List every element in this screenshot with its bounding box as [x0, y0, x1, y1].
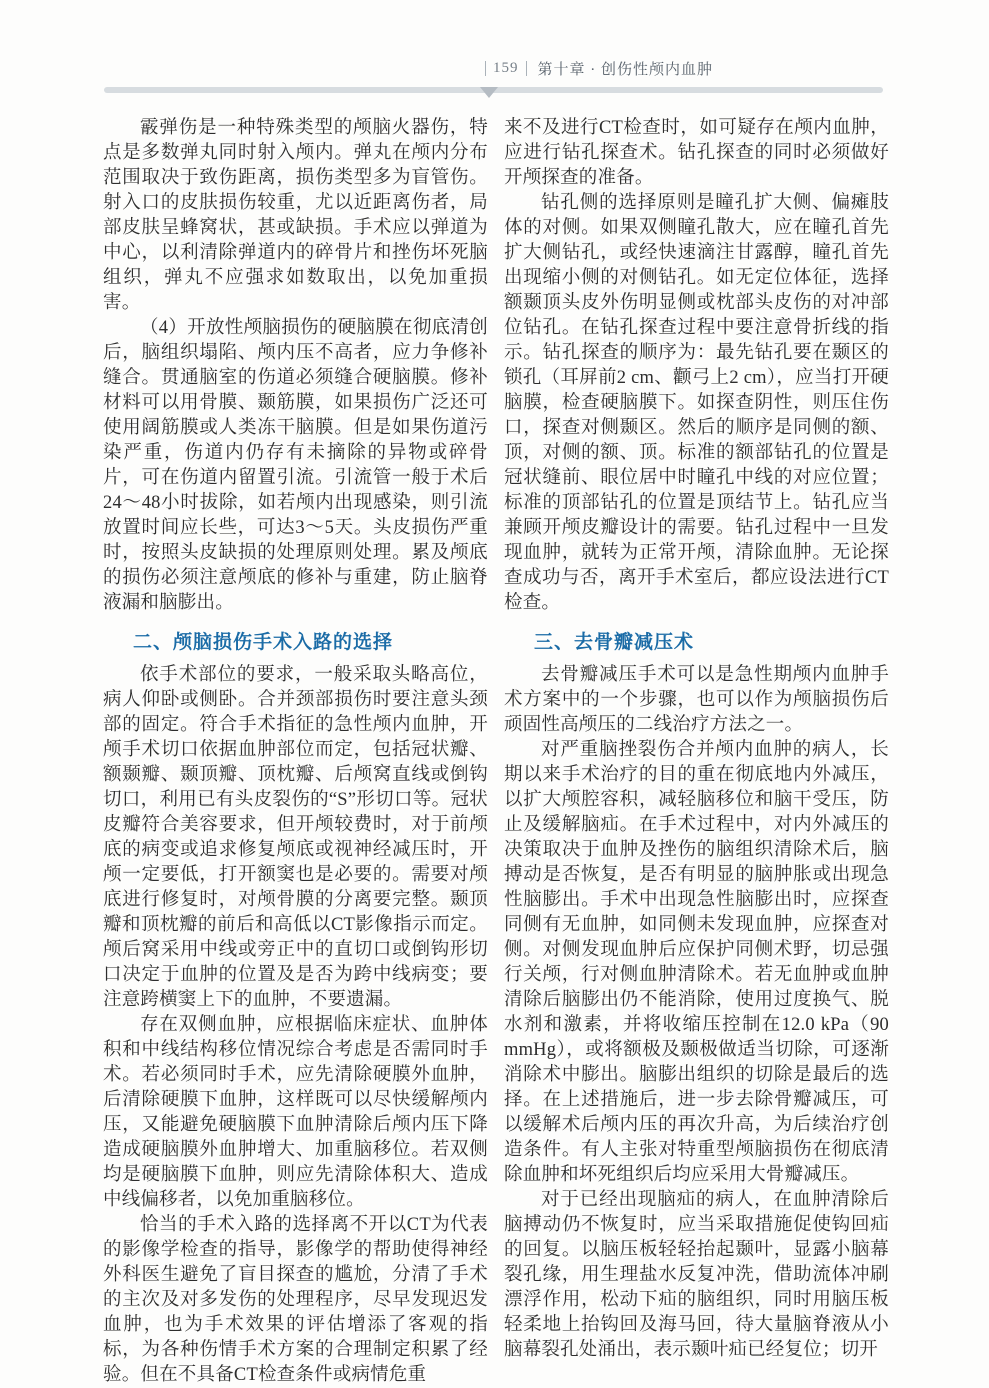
paragraph: 来不及进行CT检查时，如可疑存在颅内血肿，应进行钻孔探查术。钻孔探查的同时必须做好开颅探查的准备。	[504, 118, 889, 188]
chapter-title: 第十章 · 创伤性颅内血肿	[537, 62, 713, 78]
paragraph: 依手术部位的要求，一般采取头略高位，病人仰卧或侧卧。合并颈部损伤时要注意头颈部的固定。符合手术指征的急性颅内血肿，开颅手术切口依据血肿部位而定，包括冠状瓣、额颞瓣、颞顶瓣、顶枕瓣、后颅窝直线或倒钩切口，利用已有头皮裂伤的“S”形切口等。冠状皮瓣符合美容要求，但开颅较费时，对于前颅底的病变或追求修复颅底或视神经减压时，开颅一定要低，打开额窦也是必要的。需要对颅底进行修复时，对颅骨膜的分离要完整。颞顶瓣和顶枕瓣的前后和高低以CT影像指示而定。颅后窝采用中线或旁正中的直切口或倒钩形切口决定于血肿的位置及是否为跨中线病变；要注意跨横窦上下的血肿，不要遗漏。	[103, 665, 488, 1010]
paragraph: （4）开放性颅脑损伤的硬脑膜在彻底清创后，脑组织塌陷、颅内压不高者，应力争修补缝合。贯通脑室的伤道必须缝合硬脑膜。修补材料可以用骨膜、颞筋膜，如果损伤广泛还可使用阔筋膜或人类冻干脑膜。但是如果伤道污染严重，伤道内仍存有未摘除的异物或碎骨片，可在伤道内留置引流。引流管一般于术后24～48小时拔除，如若颅内出现感染，则引流放置时间应长些，可达3～5天。头皮损伤严重时，按照头皮缺损的处理原则处理。累及颅底的损伤必须注意颅底的修补与重建，防止脑脊液漏和脑膨出。	[103, 318, 488, 613]
triangle-down-icon	[480, 87, 498, 98]
paragraph: 霰弹伤是一种特殊类型的颅脑火器伤，特点是多数弹丸同时射入颅内。弹丸在颅内分布范围取决于致伤距离，损伤类型多为盲管伤。射入口的皮肤损伤较重，尤以近距离伤者，局部皮肤呈蜂窝状，甚或缺损。手术应以弹道为中心，以利清除弹道内的碎骨片和挫伤坏死脑组织，弹丸不应强求如数取出，以免加重损害。	[103, 118, 488, 313]
page-number: 159	[493, 60, 519, 76]
running-header	[478, 58, 713, 79]
header-rule	[104, 87, 883, 93]
paragraph: 对严重脑挫裂伤合并颅内血肿的病人，长期以来手术治疗的目的重在彻底地内外减压，以扩大颅腔容积，减轻脑移位和脑干受压，防止及缓解脑疝。在手术过程中，对内外减压的决策取决于血肿及挫伤的脑组织清除术后，脑搏动是否恢复，是否有明显的脑肿胀或出现急性脑膨出。手术中出现急性脑膨出时，应探查同侧有无血肿，如同侧未发现血肿，应探查对侧。对侧发现血肿后应保护同侧术野，切忌强行关颅，行对侧血肿清除术。若无血肿或血肿清除后脑膨出仍不能消除，使用过度换气、脱水剂和激素，并将收缩压控制在12.0 kPa（90 mmHg），或将额极及颞极做适当切除，可逐渐消除术中膨出。脑膨出组织的切除是最后的选择。在上述措施后，进一步去除骨瓣减压，可以缓解术后颅内压的再次升高，为后续治疗创造条件。有人主张对特重型颅脑损伤在彻底清除血肿和坏死组织后均应采用大骨瓣减压。	[504, 740, 889, 1185]
paragraph: 对于已经出现脑疝的病人，在血肿清除后脑搏动仍不恢复时，应当采取措施促使钩回疝的回复。以脑压板轻轻抬起颞叶，显露小脑幕裂孔缘，用生理盐水反复冲洗，借助流体冲刷漂浮作用，松动下疝的脑组织，同时用脑压板轻柔地上抬钩回及海马回，待大量脑脊液从小脑幕裂孔处涌出，表示颞叶疝已经复位；切开	[504, 1190, 889, 1360]
paragraph: 去骨瓣减压手术可以是急性期颅内血肿手术方案中的一个步骤，也可以作为颅脑损伤后顽固性高颅压的二线治疗方法之一。	[504, 665, 889, 735]
paragraph: 钻孔侧的选择原则是瞳孔扩大侧、偏瘫肢体的对侧。如果双侧瞳孔散大，应在瞳孔首先扩大侧钻孔，或经快速滴注甘露醇，瞳孔首先出现缩小侧的对侧钻孔。如无定位体征，选择额颞顶头皮外伤明显侧或枕部头皮伤的对冲部位钻孔。在钻孔探查过程中要注意骨折线的指示。钻孔探查的顺序为：最先钻孔要在颞区的锁孔（耳屏前2 cm、颧弓上2 cm），应当打开硬脑膜，检查硬脑膜下。如探查阴性，则压住伤口，探查对侧颞区。然后的顺序是同侧的额、顶，对侧的额、顶。标准的额部钻孔的位置是冠状缝前、眼位居中时瞳孔中线的对应位置；标准的顶部钻孔的位置是顶结节上。钻孔应当兼顾开颅皮瓣设计的需要。钻孔过程中一旦发现血肿，就转为正常开颅，清除血肿。无论探查成功与否，离开手术室后，都应设法进行CT检查。	[504, 193, 889, 613]
left-column	[103, 116, 488, 1385]
paragraph: 存在双侧血肿，应根据临床症状、血肿体积和中线结构移位情况综合考虑是否需同时手术。若必须同时手术，应先清除硬膜外血肿，后清除硬膜下血肿，这样既可以尽快缓解颅内压，又能避免硬脑膜下血肿清除后颅内压下降造成硬脑膜外血肿增大、加重脑移位。若双侧均是硬脑膜下血肿，则应先清除体积大、造成中线偏移者，以免加重脑移位。	[103, 1015, 488, 1210]
header-divider-bar	[526, 61, 527, 76]
text-columns	[103, 116, 889, 1385]
right-column	[504, 116, 889, 1360]
paragraph: 恰当的手术入路的选择离不开以CT为代表的影像学检查的指导，影像学的帮助使得神经外科医生避免了盲目探查的尴尬，分清了手术的主次及对多发伤的处理程序，尽早发现迟发血肿，也为手术效果的评估增添了客观的指标，为各种伤情手术方案的合理制定积累了经验。但在不具备CT检查条件或病情危重	[103, 1215, 488, 1385]
header-divider-bar	[485, 61, 486, 76]
section-heading: 二、颅脑损伤手术入路的选择	[133, 632, 394, 653]
section-heading: 三、去骨瓣减压术	[534, 632, 695, 653]
